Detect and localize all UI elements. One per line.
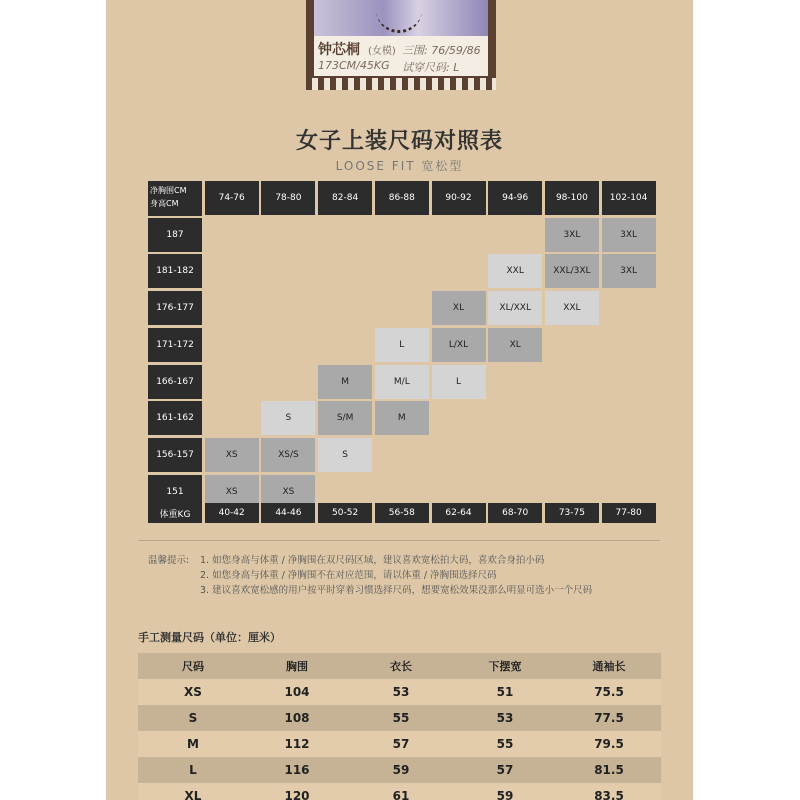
size-cell: XL — [432, 291, 486, 325]
table-cell: 120 — [284, 789, 310, 800]
size-chart-page — [106, 0, 693, 800]
table-row — [138, 679, 661, 705]
table-cell: 59 — [496, 789, 514, 800]
size-cell: L/XL — [432, 328, 486, 362]
model-measurements: 三围: 76/59/86 — [402, 44, 481, 57]
weight-value: 68-70 — [488, 503, 542, 523]
table-cell: 81.5 — [594, 763, 624, 777]
size-cell: XL — [488, 328, 542, 362]
table-cell: 53 — [496, 711, 514, 725]
size-cell: XS — [261, 475, 315, 509]
table-cell: M — [187, 737, 199, 751]
model-photo — [314, 0, 488, 36]
table-cell: 116 — [284, 763, 310, 777]
chest-header: 102-104 — [602, 181, 656, 215]
size-cell: XS/S — [261, 438, 315, 472]
table-cell: 59 — [392, 763, 410, 777]
height-header: 187 — [148, 218, 202, 252]
height-header: 171-172 — [148, 328, 202, 362]
model-tag: (女模) — [368, 46, 396, 57]
size-cell: XXL — [488, 254, 542, 288]
size-cell: S — [318, 438, 372, 472]
table-row — [138, 783, 661, 800]
table-cell: 77.5 — [594, 711, 624, 725]
weight-value: 73-75 — [545, 503, 599, 523]
weight-value: 40-42 — [205, 503, 259, 523]
tip-item: 2. 如您身高与体重 / 净胸围不在对应范围，请以体重 / 净胸围选择尺码 — [200, 570, 497, 581]
size-cell: L — [375, 328, 429, 362]
tip-item: 3. 建议喜欢宽松感的用户按平时穿着习惯选择尺码，想要宽松效果没那么明显可选小一个尺码 — [200, 585, 593, 596]
weight-value: 77-80 — [602, 503, 656, 523]
size-cell: XXL/3XL — [545, 254, 599, 288]
corner-chest-label: 净胸围CM — [150, 186, 187, 195]
table-cell: 108 — [284, 711, 310, 725]
table-cell: 55 — [496, 737, 514, 751]
table-cell: XS — [184, 685, 202, 699]
height-header: 166-167 — [148, 365, 202, 399]
tips-label: 温馨提示: — [148, 555, 190, 566]
weight-value: 44-46 — [261, 503, 315, 523]
size-cell: XL/XXL — [488, 291, 542, 325]
table-cell: 104 — [284, 685, 310, 699]
table-cell: 75.5 — [594, 685, 624, 699]
table-cell: 衣长 — [390, 660, 412, 673]
size-cell: S — [261, 401, 315, 435]
height-header: 151 — [148, 475, 202, 509]
page-subtitle: LOOSE FIT 宽松型 — [335, 159, 464, 173]
table-row — [138, 757, 661, 783]
table-cell: 尺码 — [182, 660, 204, 673]
weight-value: 56-58 — [375, 503, 429, 523]
size-cell: XS — [205, 475, 259, 509]
size-cell: 3XL — [545, 218, 599, 252]
table-cell: XL — [184, 789, 202, 800]
table-cell: 下摆宽 — [488, 660, 522, 673]
height-header: 161-162 — [148, 401, 202, 435]
divider — [138, 540, 660, 541]
chest-header: 98-100 — [545, 181, 599, 215]
size-cell: S/M — [318, 401, 372, 435]
table-cell: 通袖长 — [592, 660, 626, 673]
table-cell: S — [188, 711, 198, 725]
size-cell: M — [318, 365, 372, 399]
table-cell: 57 — [496, 763, 514, 777]
size-cell: M/L — [375, 365, 429, 399]
height-header: 156-157 — [148, 438, 202, 472]
table-row — [138, 705, 661, 731]
table-row — [138, 731, 661, 757]
table-cell: 112 — [284, 737, 310, 751]
chest-header: 74-76 — [205, 181, 259, 215]
height-header: 176-177 — [148, 291, 202, 325]
chest-header: 82-84 — [318, 181, 372, 215]
table-cell: 胸围 — [286, 660, 308, 673]
weight-value: 62-64 — [432, 503, 486, 523]
grid-corner-header — [148, 181, 202, 216]
table-cell: 83.5 — [594, 789, 624, 800]
tip-item: 1. 如您身高与体重 / 净胸围在双尺码区域，建议喜欢宽松拍大码，喜欢合身拍小码 — [200, 555, 545, 566]
size-cell: M — [375, 401, 429, 435]
weight-value: 50-52 — [318, 503, 372, 523]
table-cell: 53 — [392, 685, 410, 699]
measure-table-title: 手工测量尺码（单位：厘米） — [138, 631, 281, 644]
chest-header: 94-96 — [488, 181, 542, 215]
size-cell: 3XL — [602, 218, 656, 252]
size-cell: XS — [205, 438, 259, 472]
table-header-row — [138, 653, 661, 679]
table-cell: 51 — [496, 685, 514, 699]
table-cell: L — [189, 763, 197, 777]
height-header: 181-182 — [148, 254, 202, 288]
model-info — [314, 36, 488, 76]
table-cell: 79.5 — [594, 737, 624, 751]
size-cell: XXL — [545, 291, 599, 325]
corner-height-label: 身高CM — [150, 199, 179, 208]
film-strip — [306, 78, 496, 90]
table-cell: 61 — [392, 789, 410, 800]
model-height-weight: 173CM/45KG — [318, 59, 390, 72]
model-name: 钟芯桐 — [318, 42, 360, 58]
chest-header: 90-92 — [432, 181, 486, 215]
necklace-icon — [376, 6, 422, 33]
chest-header: 86-88 — [375, 181, 429, 215]
chest-header: 78-80 — [261, 181, 315, 215]
weight-header: 体重KG — [148, 503, 202, 523]
page-title: 女子上装尺码对照表 — [295, 129, 503, 154]
model-card — [306, 0, 496, 90]
model-trial-size: 试穿尺码: L — [402, 61, 460, 74]
table-cell: 57 — [392, 737, 410, 751]
size-cell: L — [432, 365, 486, 399]
table-cell: 55 — [392, 711, 410, 725]
size-cell: 3XL — [602, 254, 656, 288]
